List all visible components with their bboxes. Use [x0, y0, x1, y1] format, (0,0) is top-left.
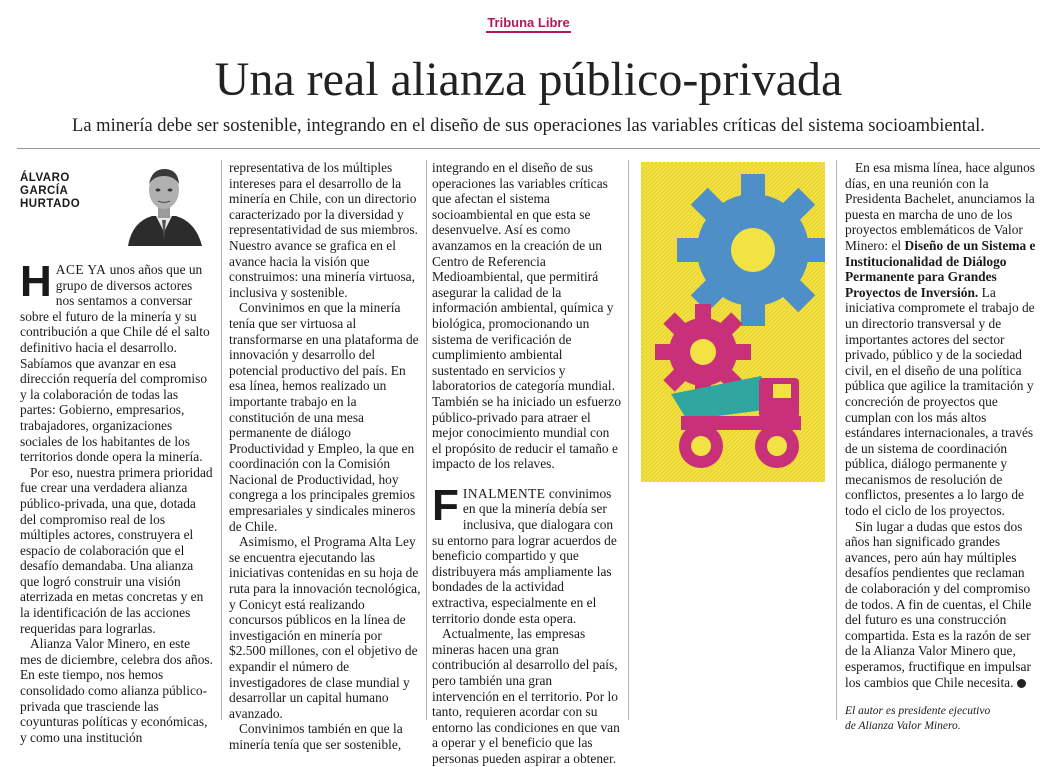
column-divider [628, 160, 629, 720]
gears-and-mining-truck-illustration [641, 162, 825, 482]
paragraph: En esa misma línea, hace algunos días, en una reunión con la Presidenta Bachelet, anunciamos la puesta en marcha de uno de los proyectos emblemáticos de Valor Minero: el Diseño de un Sistema e Institucionalidad de Diálogo Permanente para Grandes Proyectos de Inversión. La iniciativa compromete el trabajo de un directorio transversal y de importantes actores del sector privado, público y de la sociedad civil, en el diseño de una política pública que agilice la tramitación y concreción de proyectos que cumplan con los más altos estándares internacionales, a través de un sistema de coordinación pública, diálogo permanente y mecanismos de resolución de conflictos, presentes a lo largo de todo el ciclo de los proyectos. [845, 160, 1036, 519]
paragraph: representativa de los múltiples intereses para el desarrollo de la minería en Chile, con un directorio caracterizado por la diversidad y representatividad de sus miembros. Nuestro avance se grafica en el avance hacia la visión que construimos: una minería virtuosa, inclusiva y sostenible. [229, 160, 418, 300]
paragraph: FINALMENTE convinimos en que la minería debía ser inclusiva, que dialogara con su entorno para lograr acuerdos de beneficio compartido y que distribuyera más ampliamente las bondades de la actividad extractiva, especialmente en el territorio donde esta opera. [432, 480, 617, 626]
headline: Una real alianza público-privada [214, 53, 843, 106]
column-divider [221, 160, 222, 720]
paragraph: Actualmente, las empresas mineras hacen una gran contribución al desarrollo del país, pero también una gran intervención en el territorio. Por lo tanto, requieren acordar con su entorno las condiciones en que van a operar y el beneficio que las personas pueden aspirar a obtener. [432, 626, 620, 766]
column-3 [432, 160, 622, 767]
blue-gear-icon [677, 174, 825, 326]
paragraph: integrando en el diseño de sus operaciones las variables críticas que afectan el sistema socioambiental en que esta se desenvuelve. Así es como avanzamos en la creación de un Centro de Referencia Medioambiental, que permitirá asegurar la calidad de la información ambiental, química y biológica, promocionando un sistema de verificación de cumplimiento ambiental sustentado en servicios y laboratorios de categoría mundial. También se ha iniciado un esfuerzo público-privado para atraer el mejor conocimiento mundial con el propósito de reducir el tamaño e impacto de los relaves. [432, 160, 622, 472]
author-note: El autor es presidente ejecutivo de Alianza Valor Minero. [845, 705, 991, 733]
author-portrait [118, 160, 208, 246]
column-divider [426, 160, 427, 720]
paragraph: Convinimos también en que la minería tenía que ser sostenible, [229, 721, 403, 752]
project-title: Diseño de un Sistema e Institucionalidad de Diálogo Permanente para Grandes Proyectos de Inversión. [845, 237, 1036, 300]
paragraph: Alianza Valor Minero, en este mes de diciembre, celebra dos años. En este tiempo, nos hemos consolidado como alianza público-privada que trasciende las coyunturas políticas y económicas, y como una institución [20, 636, 213, 745]
column-divider [836, 160, 837, 720]
drop-cap: F [432, 480, 459, 530]
paragraph: Asimismo, el Programa Alta Ley se encuentra ejecutando las iniciativas contenidas en su hoja de ruta para la innovación tecnológica, y Conicyt está realizando concursos públicos en la línea de investigación en minería por $2.500 millones, con el objetivo de expandir el número de investigadores de clase mundial y desarrollar un capital humano avanzado. [229, 534, 421, 721]
column-4 [845, 160, 1038, 734]
paragraph: Convinimos en que la minería tenía que ser virtuosa al transformarse en una plataforma de innovación y desarrollo del potencial productivo del país. En esa línea, hemos realizado un importante trabajo en la constitución de una mesa permanente de diálogo Productividad y Empleo, la que en coordinación con la Comisión Nacional de Productividad, hoy congrega a los principales gremios empresariales y sindicales mineros de Chile. [229, 300, 419, 534]
end-mark-icon [1017, 679, 1026, 688]
section-label: Tribuna Libre [486, 15, 570, 33]
section-tag [0, 12, 1057, 31]
lead-in: ACE YA [55, 262, 107, 277]
deck: La minería debe ser sostenible, integrando en el diseño de sus operaciones las variables críticas del sistema socioambiental. [72, 116, 985, 136]
lead-in: INALMENTE [462, 485, 546, 501]
paragraph: Sin lugar a dudas que estos dos años han significado grandes avances, pero aún hay múltiples desafíos pendientes que reclaman de colaboración y del compromiso de todos. A fin de cuentas, el Chile del futuro es una construcción compartida. Esta es la razón de ser de la Alianza Valor Minero que, esperamos, fructifique en impulsar los cambios que Chile necesita. [845, 518, 1032, 690]
drop-cap: H [20, 257, 52, 306]
paragraph: Por eso, nuestra primera prioridad fue crear una verdadera alianza público-privada, una que, dotada del compromiso real de los múltiples actores, construyera el espacio de colaboración que el desafío demandaba. Una alianza que logró construir una visión aterrizada en metas concretas y en la identificación de las acciones requeridas para lograrlas. [20, 464, 213, 636]
paragraph: HACE YA unos años que un grupo de diversos actores nos sentamos a conversar sobre el futuro de la minería y su contribución a que Chile dé el salto definitivo hacia el desarrollo. Sabíamos que avanzar en esa dirección requería del compromiso y la colaboración de todas las partes: Gobierno, empresarios, trabajadores, organizaciones sociales de los habitantes de los territorios donde opera la minería. [20, 257, 210, 465]
header-divider [17, 148, 1040, 149]
column-2 [229, 160, 421, 753]
author-byline: ÁLVARO GARCÍA HURTADO [20, 172, 81, 210]
column-1 [20, 257, 214, 745]
